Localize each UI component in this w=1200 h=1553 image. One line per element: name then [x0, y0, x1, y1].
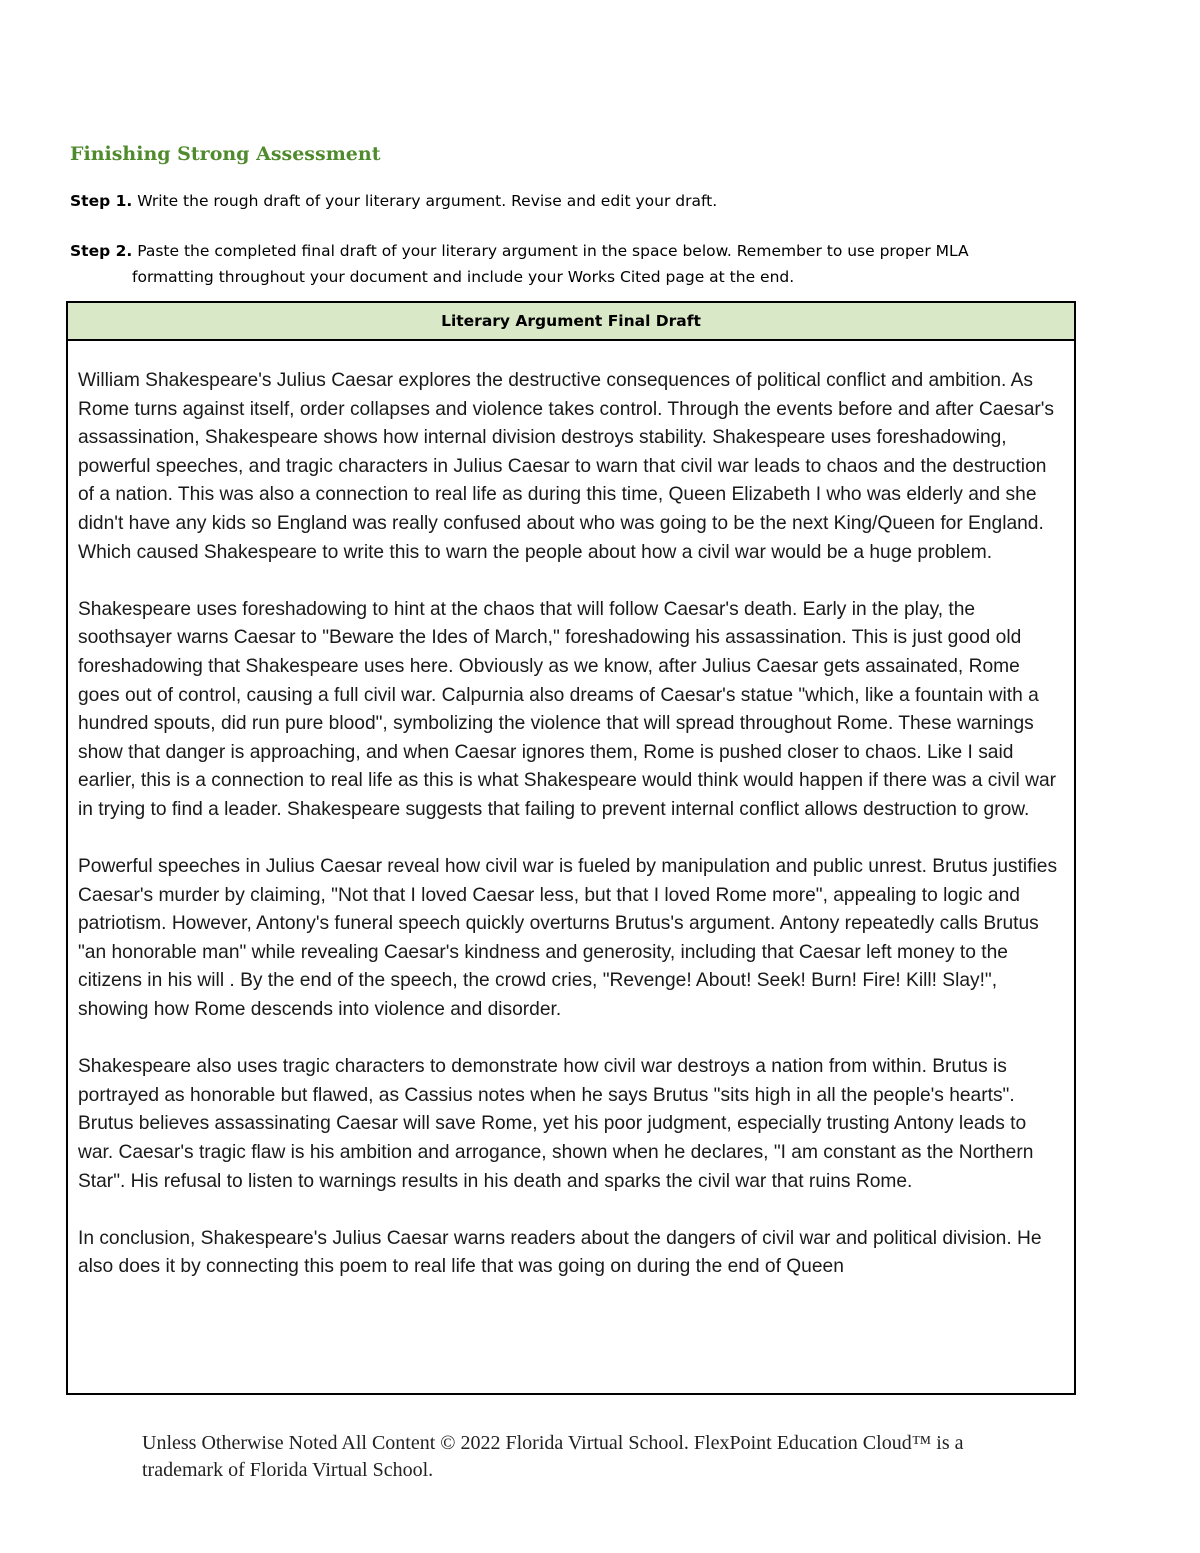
draft-text-area[interactable] — [68, 341, 1074, 1282]
step-1 — [70, 188, 717, 214]
final-draft-table — [66, 301, 1076, 1395]
essay-paragraph: In conclusion, Shakespeare's Julius Caesar warns readers about the dangers of civil war and political division. He also does it by connecting this poem to real life that was going on during the end of Queen — [78, 1227, 1042, 1278]
essay-paragraph: Shakespeare also uses tragic characters to demonstrate how civil war destroys a nation from within. Brutus is portrayed as honorable but flawed, as Cassius notes when he says Brutus "sits high in all the people's hearts". Brutus believes assassinating Caesar will save Rome, yet his poor judgment, especially trusting Antony leads to war. Caesar's tragic flaw is his ambition and arrogance, shown when he declares, "I am constant as the Northern Star". His refusal to listen to warnings results in his death and sparks the civil war that ruins Rome. — [78, 1056, 1034, 1192]
step-2 — [70, 238, 1070, 290]
step-1-label: Step 1. — [70, 192, 133, 210]
essay-paragraph: Powerful speeches in Julius Caesar reveal how civil war is fueled by manipulation and public unrest. Brutus justifies Caesar's murder by claiming, "Not that I loved Caesar less, but that I loved Rome more", appealing to logic and patriotism. However, Antony's funeral speech quickly overturns Brutus's argument. Antony repeatedly calls Brutus "an honorable man" while revealing Caesar's kindness and generosity, including that Caesar left money to the citizens in his will . By the end of the speech, the crowd cries, "Revenge! About! Seek! Burn! Fire! Kill! Slay!", showing how Rome descends into violence and disorder. — [78, 856, 1058, 1021]
page-title: Finishing Strong Assessment — [70, 143, 381, 165]
step-2-label: Step 2. — [70, 242, 133, 260]
step-2-continuation: formatting throughout your document and include your Works Cited page at the end. — [132, 268, 795, 286]
step-1-text: Write the rough draft of your literary argument. Revise and edit your draft. — [137, 192, 718, 210]
essay-paragraph: Shakespeare uses foreshadowing to hint at the chaos that will follow Caesar's death. Early in the play, the soothsayer warns Caesar to "Beware the Ides of March," foreshadowing his assassination. This is just good old foreshadowing that Shakespeare uses here. Obviously as we know, after Julius Caesar gets assainated, Rome goes out of control, causing a full civil war. Calpurnia also dreams of Caesar's statue "which, like a fountain with a hundred spouts, did run pure blood", symbolizing the violence that will spread throughout Rome. These warnings show that danger is approaching, and when Caesar ignores them, Rome is pushed closer to chaos. Like I said earlier, this is a connection to real life as this is what Shakespeare would think would happen if there was a civil war in trying to find a leader. Shakespeare suggests that failing to prevent internal conflict allows destruction to grow. — [78, 598, 1057, 820]
copyright-footer: Unless Otherwise Noted All Content © 2022 Florida Virtual School. FlexPoint Education Cloud™ is a trademark of Florida Virtual School. — [142, 1432, 964, 1481]
essay-paragraph: William Shakespeare's Julius Caesar explores the destructive consequences of political conflict and ambition. As Rome turns against itself, order collapses and violence takes control. Through the events before and after Caesar's assassination, Shakespeare shows how internal division destroys stability. Shakespeare uses foreshadowing, powerful speeches, and tragic characters in Julius Caesar to warn that civil war leads to chaos and the destruction of a nation. This was also a connection to real life as during this time, Queen Elizabeth I who was elderly and she didn't have any kids so England was really confused about who was going to be the next King/Queen for England. Which caused Shakespeare to write this to warn the people about how a civil war would be a huge problem. — [78, 370, 1055, 563]
step-2-text: Paste the completed final draft of your literary argument in the space below. Remember to use proper MLA — [137, 242, 969, 260]
table-header: Literary Argument Final Draft — [68, 303, 1074, 341]
